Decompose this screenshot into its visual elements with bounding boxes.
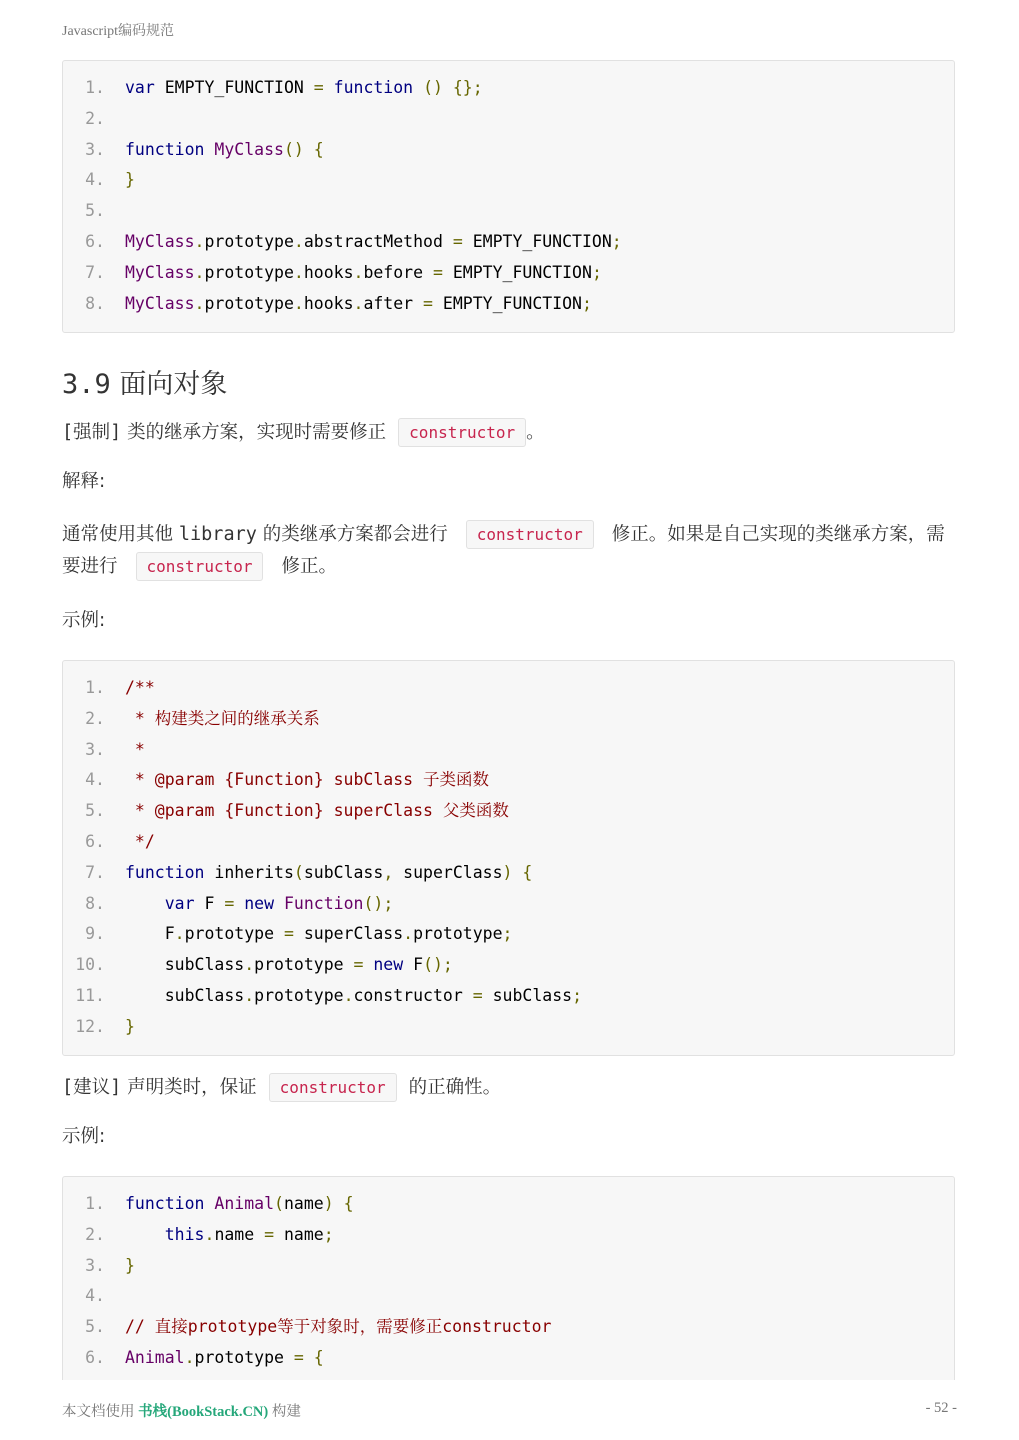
explain-part3: 修正。如果是自己实现的类继承方案，需要进行 [62, 524, 945, 577]
line-number: 10. [75, 955, 105, 975]
section-title: 面向对象 [119, 369, 228, 400]
code-line [63, 289, 954, 320]
code-lines [63, 673, 954, 1043]
line-number: 9. [85, 924, 105, 944]
line-number: 4. [85, 170, 105, 190]
inline-code-constructor: constructor [398, 418, 526, 447]
line-number: 3. [85, 739, 105, 759]
line-number: 7. [85, 862, 105, 882]
rule-end: 的正确性。 [408, 1077, 502, 1098]
code-text: } [125, 170, 135, 190]
line-number: 2. [85, 108, 105, 128]
page-header-title: Javascript编码规范 [62, 24, 174, 39]
code-text: var EMPTY_FUNCTION = function () {}; [125, 78, 483, 97]
code-lines [63, 73, 954, 319]
section-heading [62, 362, 227, 401]
code-line [63, 827, 954, 858]
line-number: 5. [85, 801, 105, 821]
rule-end: 。 [526, 422, 545, 443]
code-text: * [125, 739, 145, 759]
line-number: 8. [85, 893, 105, 913]
code-text: Animal.prototype = { [125, 1347, 324, 1367]
line-number: 6. [85, 1347, 105, 1367]
code-text: * 构建类之间的继承关系 [125, 708, 320, 728]
line-number: 6. [85, 831, 105, 851]
line-number: 2. [85, 708, 105, 728]
line-number: 1. [85, 1194, 105, 1213]
code-block-empty-function [62, 60, 955, 333]
code-block-inherits [62, 660, 955, 1056]
code-line [63, 765, 954, 796]
code-block-animal [62, 1176, 955, 1380]
code-text: subClass.prototype.constructor = subClass; [125, 985, 582, 1005]
code-text: * @param {Function} subClass 子类函数 [125, 770, 490, 790]
rule-constructor-correct [62, 1072, 957, 1104]
code-text: MyClass.prototype.hooks.before = EMPTY_FUNCTION; [125, 262, 602, 282]
code-text: } [125, 1016, 135, 1036]
line-number: 12. [75, 1016, 105, 1036]
code-text: MyClass.prototype.abstractMethod = EMPTY_FUNCTION; [125, 231, 622, 251]
code-line [63, 227, 954, 258]
line-number: 7. [85, 262, 105, 282]
line-number: 3. [85, 139, 105, 159]
line-number: 8. [85, 293, 105, 313]
line-number: 3. [85, 1255, 105, 1275]
footer-prefix: 本文档使用 [62, 1404, 139, 1420]
rule-text: 声明类时，保证 [121, 1077, 257, 1098]
code-line [63, 981, 954, 1012]
code-text: * @param {Function} superClass 父类函数 [125, 801, 509, 821]
code-line [63, 1251, 954, 1282]
code-line [63, 858, 954, 889]
line-number: 1. [85, 678, 105, 697]
code-line [63, 196, 954, 227]
page-footer [62, 1400, 957, 1421]
rule-constructor-fix [62, 417, 957, 449]
rule-tag: [强制] [62, 422, 122, 443]
code-line [63, 104, 954, 135]
code-line [63, 1220, 954, 1251]
code-line [63, 950, 954, 981]
line-number: 2. [85, 1224, 105, 1244]
explain-part2: 的类继承方案都会进行 [256, 524, 448, 545]
code-line [63, 919, 954, 950]
code-text: var F = new Function(); [164, 893, 394, 913]
code-text: /** [125, 678, 155, 697]
line-number: 4. [85, 1286, 105, 1306]
inline-code-constructor: constructor [136, 552, 264, 581]
code-text: */ [125, 831, 155, 851]
explain-label: 解释: [62, 471, 106, 492]
rule-tag: [建议] [62, 1077, 122, 1098]
code-text: function inherits(subClass, superClass) { [125, 862, 533, 882]
inline-code-constructor: constructor [466, 520, 594, 549]
code-line [63, 673, 954, 704]
line-number: 4. [85, 770, 105, 790]
footer-brand-link[interactable]: 书栈(BookStack.CN) [138, 1404, 269, 1420]
line-number: 6. [85, 231, 105, 251]
code-text: function Animal(name) { [125, 1194, 354, 1213]
code-text: function MyClass() { [125, 139, 324, 159]
code-line [63, 73, 954, 104]
line-number: 5. [85, 1317, 105, 1337]
code-text: // 直接prototype等于对象时，需要修正constructor [125, 1317, 552, 1337]
code-line [63, 1312, 954, 1343]
code-text: this.name = name; [164, 1224, 334, 1244]
code-text: F.prototype = superClass.prototype; [125, 924, 513, 944]
code-line [63, 889, 954, 920]
section-number: 3.9 [62, 369, 111, 400]
explain-paragraph [62, 519, 957, 583]
explain-part1: 通常使用其他 [62, 524, 179, 545]
inline-code-constructor: constructor [269, 1073, 397, 1102]
code-line [63, 135, 954, 166]
code-line [63, 1343, 954, 1374]
code-line [63, 1012, 954, 1043]
code-text: subClass.prototype = new F(); [125, 955, 453, 975]
code-text: } [125, 1255, 135, 1275]
line-number: 1. [85, 78, 105, 97]
line-number: 11. [75, 985, 105, 1005]
code-line [63, 1189, 954, 1220]
code-line [63, 1281, 954, 1312]
explain-part4: 修正。 [281, 556, 337, 577]
code-line [63, 735, 954, 766]
explain-library: library [178, 524, 257, 545]
page-number: - 52 - [925, 1400, 957, 1416]
code-line [63, 165, 954, 196]
code-line [63, 258, 954, 289]
code-line [63, 704, 954, 735]
code-text: MyClass.prototype.hooks.after = EMPTY_FUNCTION; [125, 293, 592, 313]
example-label: 示例: [62, 610, 106, 631]
code-line [63, 796, 954, 827]
footer-suffix: 构建 [268, 1404, 301, 1420]
example-label: 示例: [62, 1126, 106, 1147]
code-lines [63, 1189, 954, 1374]
line-number: 5. [85, 201, 105, 221]
rule-text: 类的继承方案，实现时需要修正 [121, 422, 387, 443]
